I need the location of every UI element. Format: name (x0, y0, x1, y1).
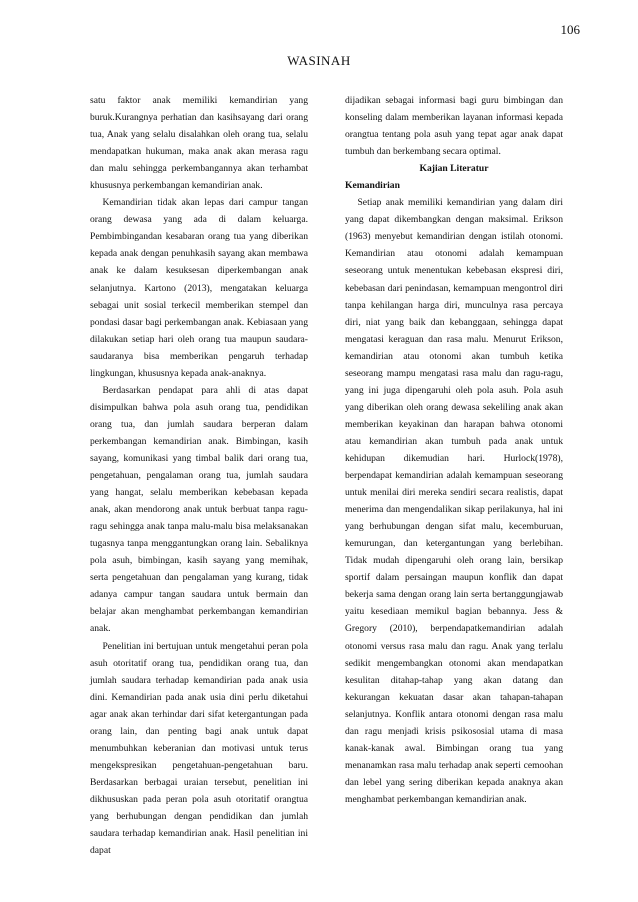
subheading: Kemandirian (345, 180, 400, 192)
paragraph-left-1: satu faktor anak memiliki kemandirian yang buruk.Kurangnya perhatian dan kasihsayang dari orang tua, Anak yang selalu disalahkan oleh orang tua, selalu mendapatkan hukuman, maka anak akan merasa ragu dan malu sehingga perkembangannya akan terhambat khususnya perkembangan kemandirian anak. (90, 95, 308, 192)
page-number: 106 (560, 22, 580, 37)
running-head: WASINAH (287, 53, 351, 68)
paragraph-right-1: dijadikan sebagai informasi bagi guru bimbingan dan konseling dalam memberikan layanan informasi kepada orangtua tentang pola asuh yang tepat agar anak dapat tumbuh dan berkembang secara optimal. (345, 95, 563, 158)
paragraph-left-4: Penelitian ini bertujuan untuk mengetahui peran pola asuh otoritatif orang tua, pendidikan orang tua, dan jumlah saudara terhadap kemandirian pada anak usia dini. Kemandirian pada anak usia dini perlu diketahui agar anak akan terhindar dari sifat ketergantungan pada orang lain, dan penting bagi anak untuk dapat menumbuhkan keberanian dan motivasi untuk terus mengekspresikan pengetahuan-pengetahuan baru. Berdasarkan berbagai uraian tersebut, penelitian ini dikhususkan pada peran pola asuh otoritatif orangtua yang berhubungan dengan pendidikan dan jumlah saudara terhadap kemandirian anak. Hasil penelitian ini dapat (90, 640, 308, 857)
paragraph-left-2: Kemandirian tidak akan lepas dari campur tangan orang dewasa yang ada di dalam keluarga. Pembimbingandan kesabaran orang tua yang diberikan kepada anak dengan penuhkasih sayang akan membawa anak ke dalam kesuksesan diperkembangan anak selanjutnya. Kartono (2013), mengatakan keluarga sebagai unit sosial terkecil memberikan stempel dan pondasi dasar bagi perkembangan anak. Kebiasaan yang dilakukan setiap hari oleh orang tua maupun saudara-saudaranya bisa memberikan pengaruh terhadap lingkungan, khususnya kepada anak-anaknya. (90, 197, 308, 379)
section-title: Kajian Literatur (419, 163, 489, 175)
paragraph-left-3: Berdasarkan pendapat para ahli di atas dapat disimpulkan bahwa pola asuh orang tua, pendidikan orang tua, dan jumlah saudara berperan dalam perkembangan kemandirian anak. Bimbingan, kasih sayang, komunikasi yang timbal balik dari orang tua, pengetahuan, pengalaman orang tua, jumlah saudara yang hangat, selalu memberikan kebebasan kepada anak, akan mendorong anak untuk berbuat tanpa ragu-ragu sehingga anak tanpa malu-malu bisa melaksanakan tugasnya tanpa menggantungkan orang lain. Sebaliknya pola asuh, bimbingan, kasih sayang yang memihak, serta pengetahuan dan pengalaman yang kurang, tidak adanya campur tangan saudara untuk bermain dan belajar akan menghambat perkembangan kemandirian anak. (90, 384, 308, 635)
right-column (345, 92, 563, 808)
paragraph-right-2: Setiap anak memiliki kemandirian yang dalam diri yang dapat dikembangkan dengan maksimal. Erikson (1963) menyebut kemandirian dengan istilah otonomi. Kemandirian atau otonomi adalah kemampuan seseorang untuk menentukan kebebasan ekspresi diri, kebebasan dari penindasan, kemampuan mengontrol diri tanpa kehilangan harga diri, munculnya rasa percaya diri, niat yang baik dan kebanggaan, sehingga dapat mengatasi keraguan dan rasa malu. Menurut Erikson, kemandirian atau otonomi akan tumbuh ketika seseorang mampu mengatasi rasa malu dan ragu-ragu, yang ini juga dipengaruhi oleh pola asuh. Pola asuh yang diberikan oleh orang dewasa sekeliling anak akan memberikan keyakinan dan harapan bahwa otonomi atau kemandirian akan tumbuh pada anak untuk kehidupan dikemudian hari. Hurlock(1978), berpendapat kemandirian adalah kemampuan seseorang untuk menilai diri mereka sendiri secara realistis, dapat menerima dan mengendalikan sikap perilakunya, hal ini yang berhubungan dengan sifat malu, kecemburuan, kemurungan, dan ketergantungan yang berlebihan. Tidak mudah dipengaruhi oleh orang lain, bersikap sportif dalam persaingan maupun konflik dan dapat bekerja sama dengan orang lain serta bertanggungjawab yaitu kesediaan memikul bagian bebannya. Jess & Gregory (2010), berpendapatkemandirian adalah otonomi versus rasa malu dan ragu. Anak yang terlalu sedikit mengembangkan otonomi akan mendapatkan kesulitan ditahap-tahap yang akan datang dan kekurangan kekuatan dasar akan tahapan-tahapan selanjutnya. Konflik antara otonomi dengan rasa malu dan ragu menjadi krisis psikososial utama di masa kanak-kanak awal. Bimbingan orang tua yang menanamkan rasa malu terhadap anak seperti cemoohan dan lebel yang sering diberikan kepada anaknya akan menghambat perkembangan kemandirian anak. (345, 197, 563, 805)
left-column (90, 92, 308, 859)
